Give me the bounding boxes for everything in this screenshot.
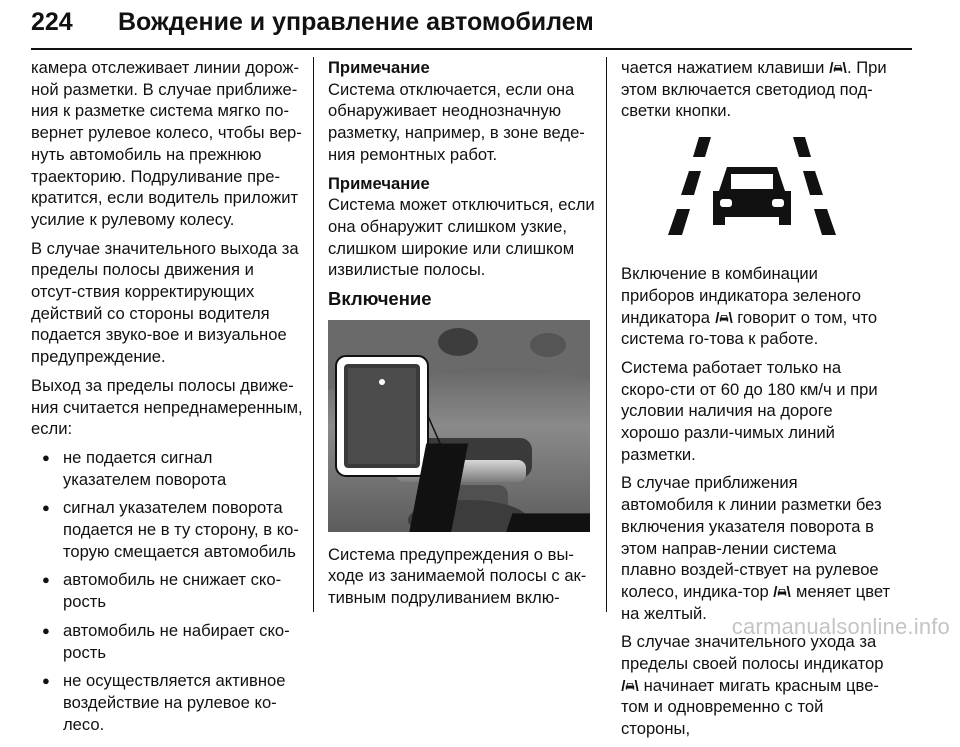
page-number: 224	[31, 8, 73, 36]
section-title: Включение	[328, 288, 432, 310]
column-divider	[606, 57, 607, 612]
photo-caption: Система предупреждения о вы-ходе из занимаемой полосы с ак-тивным подруливанием вклю-	[328, 544, 587, 608]
column-1	[31, 57, 303, 742]
paragraph: Система работает только на скоро-сти от 60 до 180 км/ч и при условии наличия на дороге хорошо разли-чимых линий разметки.	[621, 357, 878, 464]
paragraph: В случае значительного выхода за пределы полосы движения и отсут-ствия корректирующих действий со стороны водителя подается звуко-вое и визуальное предупреждение.	[31, 238, 299, 367]
column-2	[328, 57, 596, 616]
lane-keep-indicator-graphic	[621, 129, 883, 251]
list-item: ● сигнал указателем поворота подается не в ту сторону, в ко-торую смещается автомобиль	[31, 497, 303, 562]
dashboard-button-photo	[328, 320, 590, 532]
paragraph: Включение в комбинации приборов индикатора зеленого индикатора говорит о том, что система го-това к работе.	[621, 264, 878, 349]
list-item: ● автомобиль не набирает ско-рость	[31, 620, 303, 663]
list-item: ● не подается сигнал указателем поворота	[31, 447, 303, 490]
condition-list	[31, 447, 303, 735]
chapter-title: Вождение и управление автомобилем	[118, 8, 594, 36]
note-text: Система может отключиться, если она обнаружит слишком узкие, слишком широкие или слишком извилистые полосы.	[328, 195, 595, 280]
note-title: Примечание	[328, 58, 430, 77]
lane-keep-assist-icon	[829, 61, 847, 74]
paragraph: В случае значительного ухода за пределы своей полосы индикатор начинает мигать красным цве-том и одновременно с той стороны,	[621, 632, 884, 739]
list-item: ● не осуществляется активное воздействие на рулевое ко-лесо.	[31, 670, 303, 735]
paragraph: Выход за пределы полосы движе-ния считается непреднамеренным, если:	[31, 375, 303, 439]
paragraph: камера отслеживает линии дорож-ной разметки. В случае приближе-ния к разметке система мягко по-вернет рулевое колесо, чтобы вер-нуть автомобиль на прежнюю траекторию. Подруливание пре-кратится, если водитель приложит усилие к рулевому колесу.	[31, 58, 302, 229]
paragraph: чается нажатием клавиши . При этом включается светодиод под-светки кнопки.	[621, 58, 887, 121]
note-title: Примечание	[328, 173, 430, 193]
lane-keep-assist-icon	[773, 585, 791, 598]
watermark: carmanualsonline.info	[731, 614, 950, 639]
list-item: ● автомобиль не снижает ско-рость	[31, 569, 303, 612]
lane-keep-assist-icon	[715, 311, 733, 324]
column-divider	[313, 57, 314, 612]
paragraph: В случае приближения автомобиля к линии разметки без включения указателя поворота в этом направ-лении система плавно воздей-ствует на рулевое колесо, индика-тор меняет цвет на желтый.	[621, 473, 891, 623]
column-3	[621, 57, 891, 747]
note-text: Система отключается, если она обнаруживает неоднозначную разметку, например, в зоне веде-ния ремонтных работ.	[328, 79, 585, 164]
page-header	[31, 0, 912, 50]
lane-keep-assist-icon	[621, 679, 639, 692]
